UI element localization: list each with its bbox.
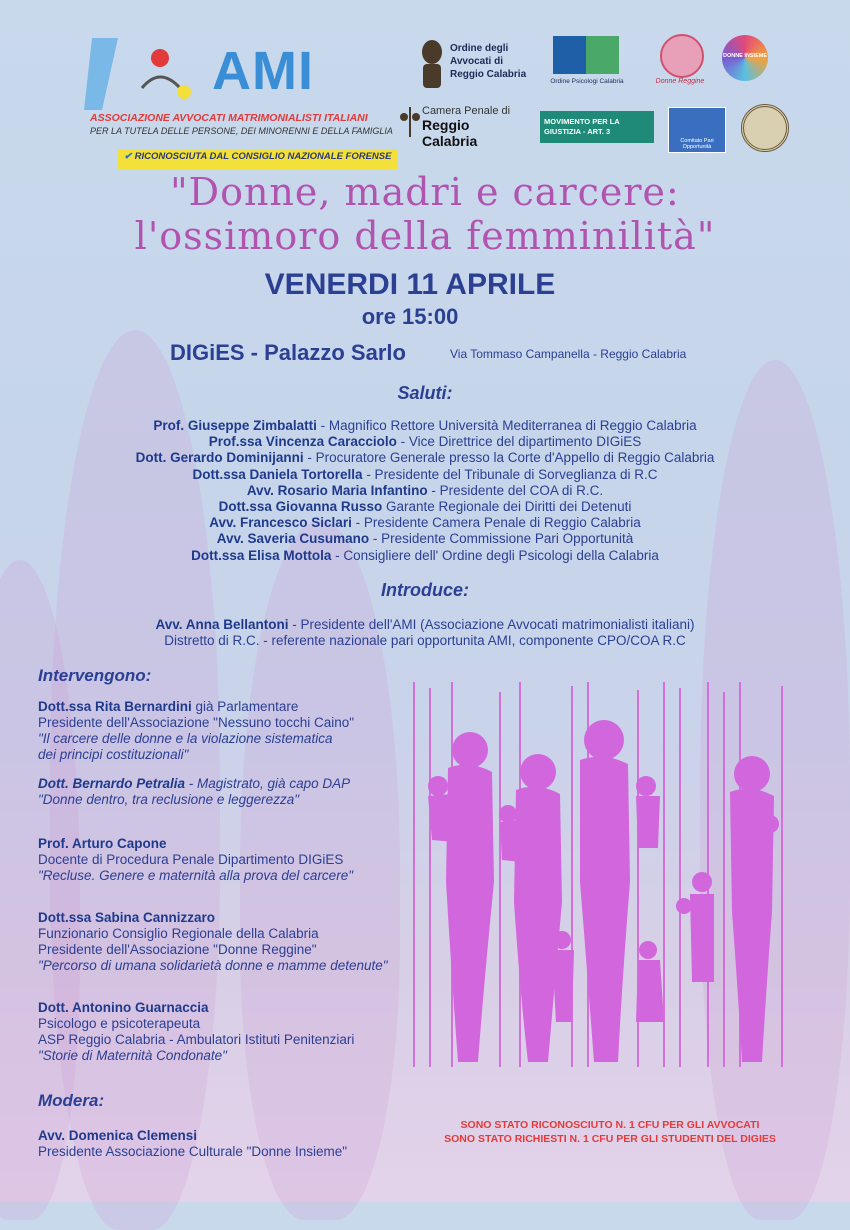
moderator-name: Avv. Domenica Clemensi (38, 1128, 198, 1143)
donne-reggine-icon (660, 34, 704, 78)
ami-logo (84, 36, 393, 166)
list-item: Dott.ssa Daniela Tortorella - Presidente del Tribunale di Sorveglianza di R.C (192, 466, 658, 482)
cfu-line-2: SONO STATO RICHIESTI N. 1 CFU PER GLI STUDENTI DEL DIGIES (444, 1133, 776, 1145)
list-item: Avv. Saveria Cusumano - Presidente Commissione Pari Opportunità (216, 531, 634, 547)
event-venue: DIGiES - Palazzo Sarlo (170, 340, 406, 365)
saluti-list (0, 418, 850, 564)
modera-heading: Modera: (38, 1091, 105, 1110)
camera-penale-logo (400, 105, 528, 151)
event-date: VENERDI 11 APRILE (264, 268, 556, 301)
check-icon: ✔ (124, 151, 132, 162)
psi-icon (553, 36, 619, 74)
cpo-label: Comitato Pari Opportunità (680, 138, 714, 150)
donne-reggine-label: Donne Reggine (655, 78, 705, 85)
ami-name: AMI (212, 41, 314, 101)
event-address: Via Tommaso Campanella - Reggio Calabria (450, 347, 687, 361)
ami-tagline: PER LA TUTELA DELLE PERSONE, DEI MINORENNI E DELLA FAMIGLIA (90, 126, 393, 136)
speaker-name: Dott.ssa Rita Bernardini (38, 699, 192, 714)
donne-insieme-label: DONNE INSIEME (722, 53, 767, 59)
cfu-note (420, 1118, 800, 1146)
seal-logo (741, 104, 789, 152)
list-item: Dott. Gerardo Dominijanni - Procuratore Generale presso la Corte d'Appello di Reggio Calabria (135, 450, 715, 466)
modera-block: Avv. Domenica Clemensi Presidente Associazione Culturale "Donne Insieme" (38, 1128, 348, 1159)
list-item: Prof.ssa Vincenza Caracciolo - Vice Direttrice del dipartimento DIGiES (208, 434, 642, 450)
movimento-label: MOVIMENTO PER LA GIUSTIZIA - ART. 3 (544, 117, 620, 136)
speaker-block: Dott.ssa Sabina Cannizzaro Funzionario Consiglio Regionale della Calabria Presidente dell'Associazione "Donne Reggine" "Percorso di umana solidarietà donne e mamme detenute" (38, 910, 388, 973)
list-item: Prof. Giuseppe Zimbalatti - Magnifico Rettore Università Mediterranea di Reggio Calabria (153, 418, 697, 433)
camera-penale-line1: Camera Penale di (422, 105, 511, 117)
ami-badge (118, 149, 397, 169)
statue-icon (418, 38, 446, 90)
scales-icon (400, 105, 420, 139)
camera-penale-line2: Reggio Calabria (422, 117, 478, 149)
intervengono-heading: Intervengono: (38, 666, 152, 685)
ami-badge-label: RICONOSCIUTA DAL CONSIGLIO NAZIONALE FORENSE (134, 151, 392, 162)
ordine-avvocati-logo (418, 38, 528, 92)
speaker-block: Dott.ssa Rita Bernardini già Parlamentare Presidente dell'Associazione "Nessuno tocchi Caino" "Il carcere delle donne e la violazione sistematica dei principi costituzionali" (38, 699, 355, 762)
introduce-line-2: Distretto di R.C. - referente nazionale pari opportunita AMI, componente CPO/COA R.C (164, 633, 686, 649)
donne-reggine-logo (652, 34, 708, 90)
title-line-1: "Donne, madri e carcere: (170, 170, 680, 214)
event-time: ore 15:00 (361, 304, 459, 329)
speaker-name: Dott. Bernardo Petralia (38, 776, 186, 791)
psicologi-label: Ordine Psicologi Calabria (550, 78, 624, 85)
mothers-behind-bars-illustration (408, 682, 788, 1067)
list-item: Avv. Francesco Siclari - Presidente Camera Penale di Reggio Calabria (209, 515, 641, 531)
list-item: Dott.ssa Elisa Mottola - Consigliere dell' Ordine degli Psicologi della Calabria (191, 547, 659, 563)
list-item: Avv. Rosario Maria Infantino - Presidente del COA di R.C. (246, 482, 604, 498)
cfu-line-1: SONO STATO RICONOSCIUTO N. 1 CFU PER GLI AVVOCATI (460, 1119, 760, 1131)
introduce-heading: Introduce: (381, 580, 469, 600)
speaker-name: Prof. Arturo Capone (38, 836, 167, 851)
ami-emblem-icon (84, 36, 204, 112)
event-title (0, 170, 850, 258)
introduce-line-1: Avv. Anna Bellantoni - Presidente dell'AMI (Associazione Avvocati matrimonialisti italiani) (155, 617, 695, 632)
ordine-label: Ordine degli Avvocati di Reggio Calabria (450, 43, 527, 80)
speaker-name: Dott.ssa Sabina Cannizzaro (38, 910, 216, 925)
speaker-block: Prof. Arturo Capone Docente di Procedura Penale Dipartimento DIGiES "Recluse. Genere e maternità alla prova del carcere" (38, 836, 353, 883)
cpo-logo (668, 107, 726, 153)
saluti-heading: Saluti: (397, 383, 453, 403)
list-item: Dott.ssa Giovanna Russo Garante Regionale dei Diritti dei Detenuti (218, 499, 632, 515)
donne-insieme-logo (722, 35, 768, 81)
speaker-name: Dott. Antonino Guarnaccia (38, 1000, 209, 1015)
movimento-logo (540, 111, 654, 143)
speaker-block: Dott. Antonino Guarnaccia Psicologo e psicoterapeuta ASP Reggio Calabria - Ambulatori Istituti Penitenziari "Storie di Maternità Condonate" (38, 1000, 355, 1063)
speaker-block: Dott. Bernardo Petralia - Magistrato, già capo DAP "Donne dentro, tra reclusione e leggerezza" (38, 776, 351, 807)
title-line-2: l'ossimoro della femminilità" (134, 214, 716, 258)
psicologi-logo (545, 36, 629, 92)
introduce-block (0, 617, 850, 649)
ami-full-name: ASSOCIAZIONE AVVOCATI MATRIMONIALISTI ITALIANI (90, 112, 368, 124)
